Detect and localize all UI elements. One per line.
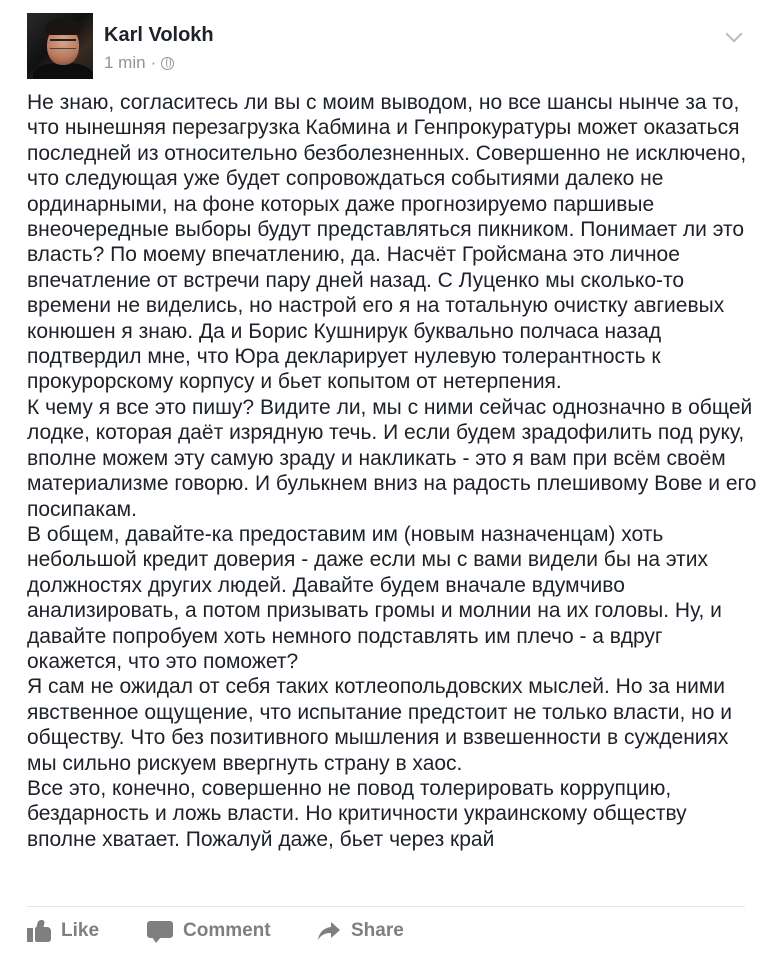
post-meta: [104, 53, 174, 73]
post-body: Не знаю, согласитесь ли вы с моим выводом, но все шансы нынче за то, что нынешняя перезагрузка Кабмина и Генпрокуратуры может оказаться последней из относительно безболезненных. Совершенно не исключено, что следующая уже будет сопровождаться событиями далеко не ординарными, на фоне которых даже прогнозируемо паршивые внеочередные выборы будут представляться пикником. Понимает ли это власть? По моему впечатлению, да. Насчёт Гройсмана это личное впечатление от встречи пару дней назад. С Луценко мы сколько-то времени не виделись, но настрой его я на тотальную очистку авгиевых конюшен я знаю. Да и Борис Кушнирук буквально полчаса назад подтвердил мне, что Юра декларирует нулевую толерантность к прокурорскому корпусу и бьет копытом от нетерпения. К чему я все это пишу? Видите ли, мы с ними сейчас однозначно в общей лодке, которая даёт изрядную течь. И если будем зрадофилить под руку, вполне можем эту самую зраду и накликать - это я вам при всём своём материализме говорю. И булькнем вниз на радость плешивому Вове и его посипакам. В общем, давайте-ка предоставим им (новым назначенцам) хоть небольшой кредит доверия - даже если мы с вами видели бы на этих должностях других людей. Давайте будем вначале вдумчиво анализировать, а потом призывать громы и молнии на их головы. Ну, и давайте попробуем хоть немного подставлять им плечо - а вдруг окажется, что это поможет? Я сам не ожидал от себя таких котлеопольдовских мыслей. Но за ними явственное ощущение, что испытание предстоит не только власти, но и обществу. Что без позитивного мышления и взвешенности в суждениях мы сильно рискуем ввергнуть страну в хаос. Все это, конечно, совершенно не повод толерировать коррупцию, бездарность и ложь власти. Но критичности украинскому обществу вполне хватает. Пожалуй даже, бьет через край: [27, 91, 757, 851]
meta-separator: ·: [150, 53, 157, 72]
post-timestamp[interactable]: 1 min: [104, 53, 146, 72]
avatar-shoulders: [33, 63, 93, 79]
post-actions: [27, 914, 745, 950]
avatar-hair: [45, 19, 81, 35]
comment-bubble-icon: [147, 920, 173, 942]
comment-label: Comment: [183, 920, 271, 941]
share-button[interactable]: [317, 914, 404, 948]
comment-button[interactable]: [147, 914, 271, 948]
avatar[interactable]: [27, 13, 93, 79]
divider: [27, 906, 745, 907]
thumbs-up-icon: [27, 920, 51, 942]
share-arrow-icon: [317, 920, 341, 942]
avatar-glasses: [50, 39, 76, 49]
like-button[interactable]: [27, 914, 99, 948]
share-label: Share: [351, 920, 404, 941]
globe-icon[interactable]: [161, 57, 174, 70]
author-name[interactable]: Karl Volokh: [104, 24, 214, 46]
post-header: [0, 0, 767, 90]
like-label: Like: [61, 920, 100, 941]
chevron-down-icon[interactable]: [726, 26, 743, 43]
